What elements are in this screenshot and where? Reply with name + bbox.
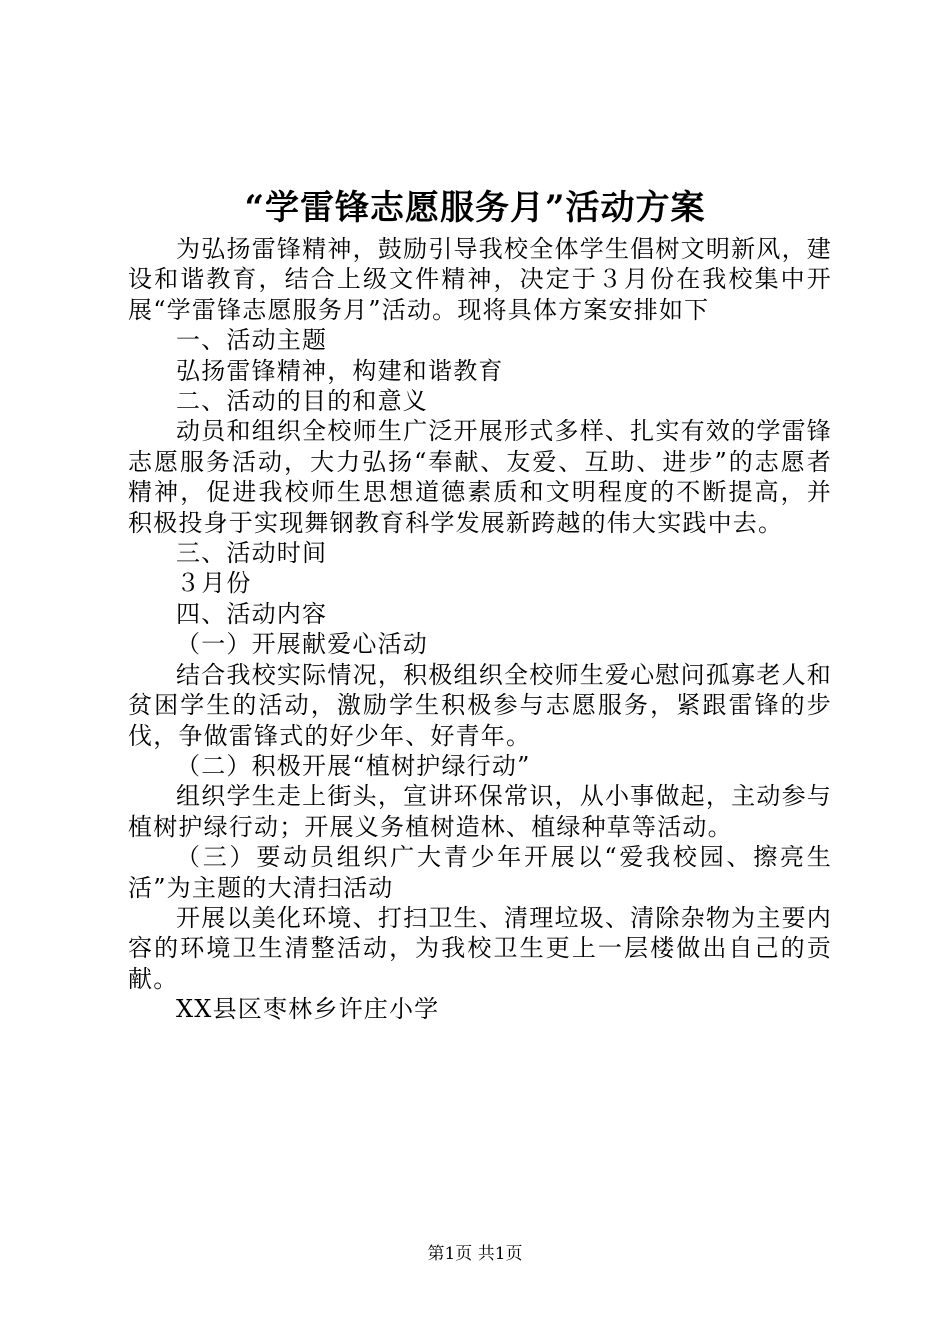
paragraph-1: 结合我校实际情况，积极组织全校师生爱心慰问孤寡老人和贫困学生的活动，激励学生积极参与志愿服务，紧跟雷锋的步伐，争做雷锋式的好少年、好青年。 xyxy=(128,660,832,750)
paragraph-time: ３月份 xyxy=(176,569,252,598)
heading-content: 四、活动内容 xyxy=(176,599,328,628)
subheading-3: （三）要动员组织广大青少年开展以“爱我校园、擦亮生活”为主题的大清扫活动 xyxy=(128,843,832,902)
document-body xyxy=(128,234,832,1025)
paragraph-3: 开展以美化环境、打扫卫生、清理垃圾、清除杂物为主要内容的环境卫生清整活动，为我校卫生更上一层楼做出自己的贡献。 xyxy=(128,903,832,993)
subheading-1: （一）开展献爱心活动 xyxy=(176,630,428,659)
document-title: “学雷锋志愿服务月”活动方案 xyxy=(244,188,706,228)
heading-theme: 一、活动主题 xyxy=(176,326,328,355)
paragraph-purpose: 动员和组织全校师生广泛开展形式多样、扎实有效的学雷锋志愿服务活动，大力弘扬“奉献、友爱、互助、进步”的志愿者精神，促进我校师生思想道德素质和文明程度的不断提高，并积极投身于实现舞钢教育科学发展新跨越的伟大实践中去。 xyxy=(128,417,832,537)
subheading-2: （二）积极开展“植树护绿行动” xyxy=(176,751,531,780)
page-footer: 第1页 共1页 xyxy=(427,1244,523,1264)
signature: XX县区枣林乡许庄小学 xyxy=(176,995,440,1024)
paragraph-2: 组织学生走上街头，宣讲环保常识，从小事做起，主动参与植树护绿行动；开展义务植树造林、植绿种草等活动。 xyxy=(128,782,832,841)
heading-purpose: 二、活动的目的和意义 xyxy=(176,387,428,416)
heading-time: 三、活动时间 xyxy=(176,539,328,568)
paragraph-theme: 弘扬雷锋精神，构建和谐教育 xyxy=(176,356,504,385)
paragraph-intro: 为弘扬雷锋精神，鼓励引导我校全体学生倡树文明新风，建设和谐教育，结合上级文件精神，决定于３月份在我校集中开展“学雷锋志愿服务月”活动。现将具体方案安排如下 xyxy=(128,235,832,324)
